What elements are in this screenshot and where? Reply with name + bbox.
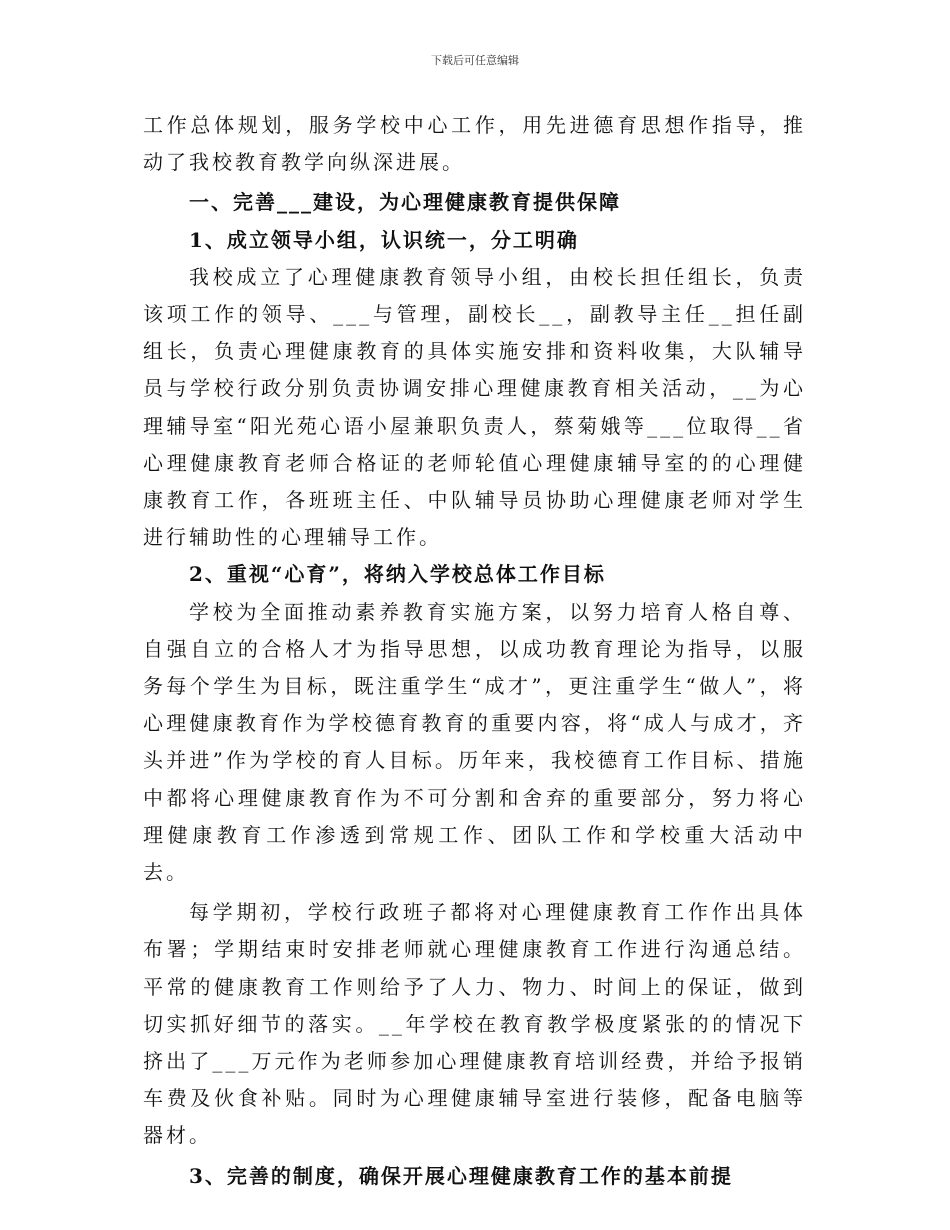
paragraph-leadership-group: 我校成立了心理健康教育领导小组，由校长担任组长，负责该项工作的领导、___与管理，副校长__，副教导主任__担任副组长，负责心理健康教育的具体实施安排和资料收集，大队辅导员与学校行政分别负责协调安排心理健康教育相关活动，__为心理辅导室“阳光苑心语小屋兼职负责人，蔡菊娥等___位取得__省心理健康教育老师合格证的老师轮值心理健康辅导室的的心理健康教育工作，各班班主任、中队辅导员协助心理健康老师对学生进行辅助性的心理辅导工作。 <box>143 264 806 550</box>
subsection-heading-1-2: 2、重视“心育”，将纳入学校总体工作目标 <box>189 562 606 587</box>
subsection-heading-1-1: 1、成立领导小组，认识统一，分工明确 <box>189 227 579 252</box>
page-header-note: 下载后可任意编辑 <box>431 54 519 67</box>
paragraph-intro: 工作总体规划，服务学校中心工作，用先进德育思想作指导，推动了我校教育教学向纵深进展。 <box>143 113 806 175</box>
subsection-heading-1-3: 3、完善的制度，确保开展心理健康教育工作的基本前提 <box>189 1163 733 1188</box>
section-heading-1: 一、完善___建设，为心理健康教育提供保障 <box>189 190 621 215</box>
paragraph-education-goals: 学校为全面推动素养教育实施方案，以努力培育人格自尊、自强自立的合格人才为指导思想，以成功教育理论为指导，以服务每个学生为目标，既注重学生“成才”，更注重学生“做人”，将心理健康教育作为学校德育教育的重要内容，将“成人与成才，齐头并进”作为学校的育人目标。历年来，我校德育工作目标、措施中都将心理健康教育作为不可分割和舍弃的重要部分，努力将心理健康教育工作渗透到常规工作、团队工作和学校重大活动中去。 <box>143 599 806 885</box>
document-body <box>143 107 806 1195</box>
paragraph-semester-work: 每学期初，学校行政班子都将对心理健康教育工作作出具体布署；学期结束时安排老师就心理健康教育工作进行沟通总结。平常的健康教育工作则给予了人力、物力、时间上的保证，做到切实抓好细节的落实。__年学校在教育教学极度紧张的的情况下挤出了___万元作为老师参加心理健康教育培训经费，并给予报销车费及伙食补贴。同时为心理健康辅导室进行装修，配备电脑等器材。 <box>143 900 806 1148</box>
